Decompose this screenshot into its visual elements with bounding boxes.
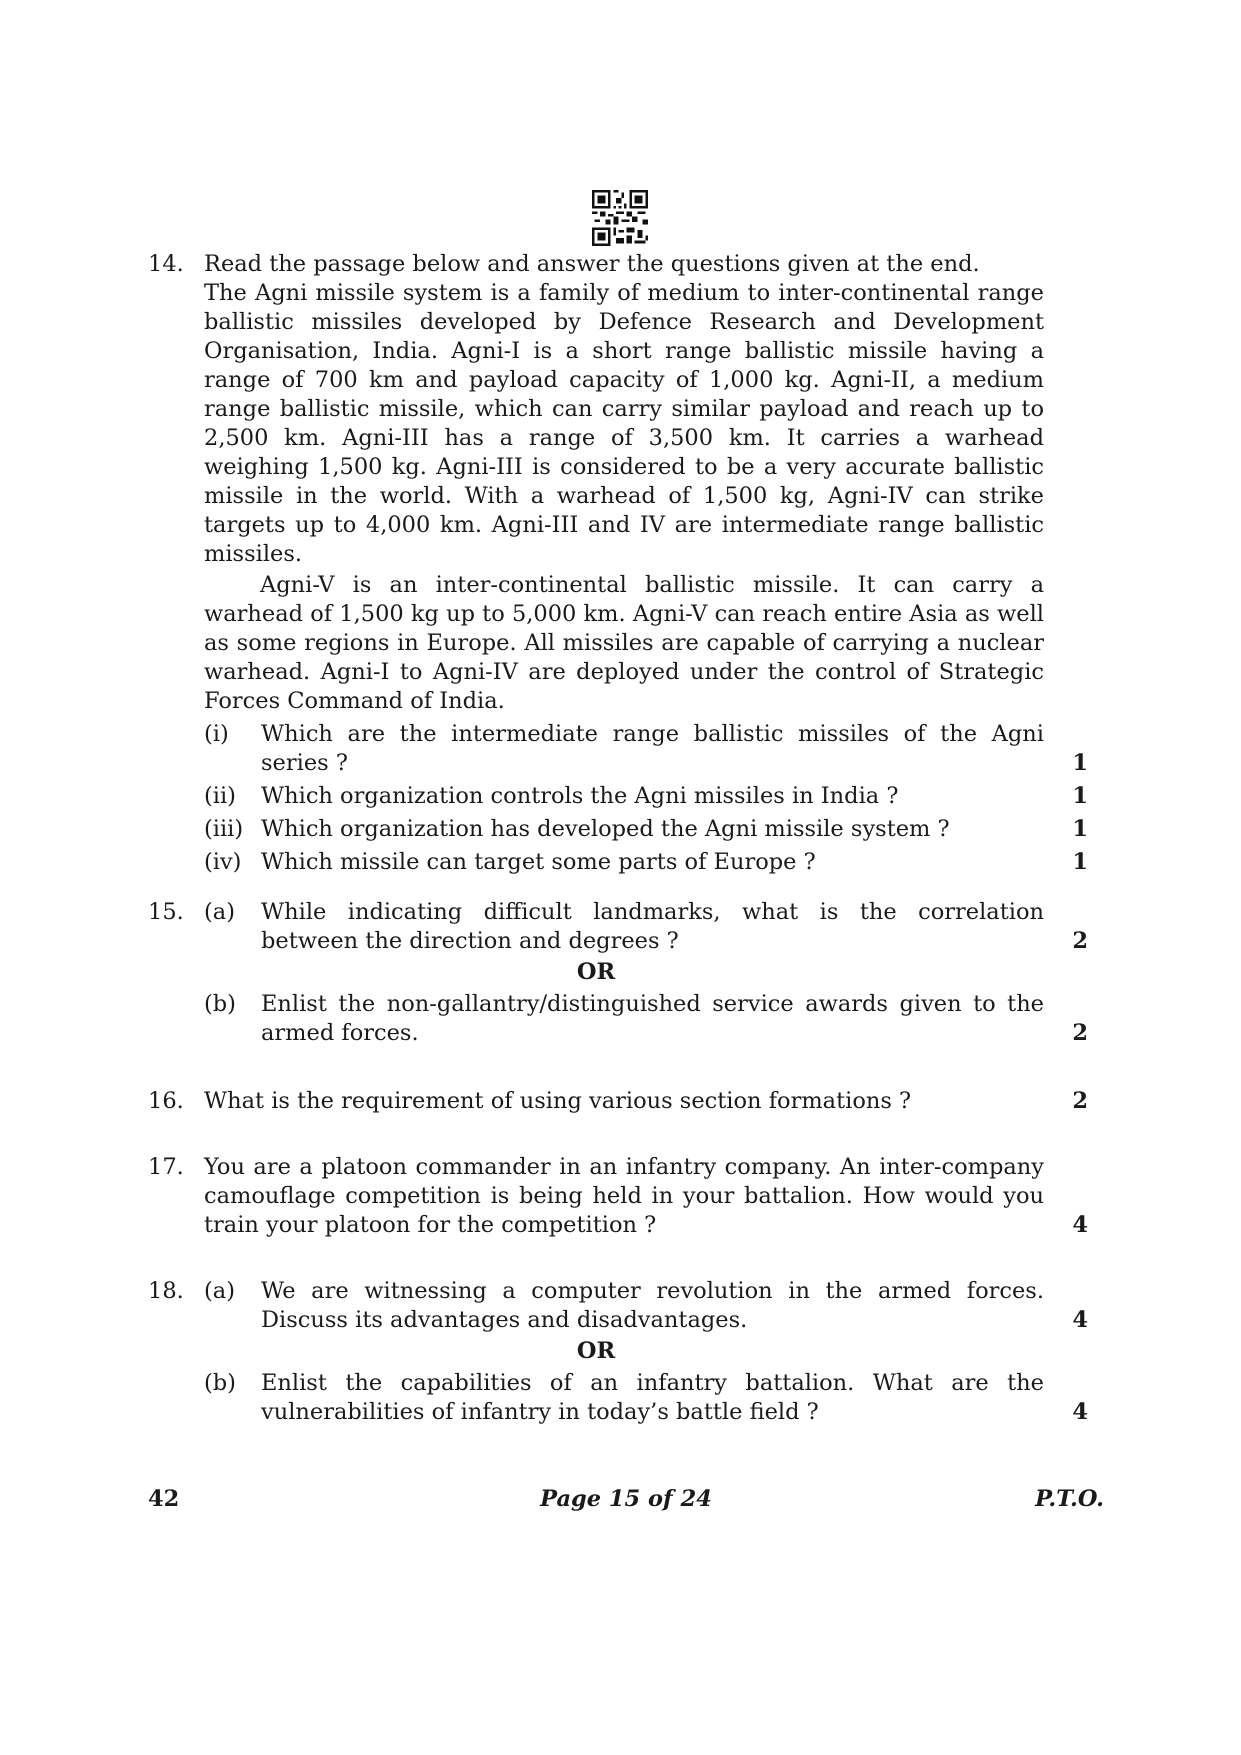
sub-question — [148, 848, 1088, 877]
passage-paragraph-1: The Agni missile system is a family of medium to inter-continental range ballistic missiles developed by Defence Research and Development Organisation, India. Agni-I is a short range ballistic missile having a range of 700 km and payload capacity of 1,000 kg. Agni-II, a medium range ballistic missile, which can carry similar payload and reach up to 2,500 km. Agni-III has a range of 3,500 km. It carries a warhead weighing 1,500 kg. Agni-III is considered to be a very accurate ballistic missile in the world. With a warhead of 1,500 kg, Agni-IV can strike targets up to 4,000 km. Agni-III and IV are intermediate range ballistic missiles. — [204, 280, 1044, 567]
question-15 — [148, 898, 1088, 1048]
marks: 2 — [1072, 928, 1088, 954]
question-number: 15. — [148, 899, 184, 925]
marks: 1 — [1072, 816, 1088, 842]
question-17 — [148, 1153, 1088, 1240]
marks: 2 — [1072, 1088, 1088, 1114]
question-14 — [148, 250, 1088, 877]
sub-question-label: (iv) — [204, 849, 242, 875]
question-number: 16. — [148, 1088, 184, 1114]
passage-paragraph-2: Agni-V is an inter-continental ballistic missile. It can carry a warhead of 1,500 kg up to 5,000 km. Agni-V can reach entire Asia as well as some regions in Europe. All missiles are capable of carrying a nuclear warhead. Agni-I to Agni-IV are deployed under the control of Strategic Forces Command of India. — [204, 572, 1044, 714]
option-label: (b) — [204, 991, 236, 1017]
option-text: Enlist the non-gallantry/distinguished service awards given to the armed forces. — [261, 991, 1044, 1046]
or-divider: OR — [576, 959, 616, 985]
question-text: You are a platoon commander in an infantry company. An inter-company camouflage competition is being held in your battalion. How would you train your platoon for the competition ? — [204, 1154, 1044, 1238]
sub-question — [148, 782, 1088, 811]
marks: 4 — [1072, 1307, 1088, 1333]
marks: 4 — [1072, 1399, 1088, 1425]
option-text: We are witnessing a computer revolution in the armed forces. Discuss its advantages and disadvantages. — [261, 1278, 1044, 1333]
question-text: What is the requirement of using various section formations ? — [204, 1088, 912, 1114]
marks: 1 — [1072, 783, 1088, 809]
option-b — [148, 1369, 1088, 1427]
question-number: 17. — [148, 1154, 184, 1180]
or-divider: OR — [576, 1338, 616, 1364]
qr-code — [592, 190, 648, 246]
option-text: While indicating difficult landmarks, what is the correlation between the direction and degrees ? — [261, 899, 1044, 954]
sub-question-label: (ii) — [204, 783, 236, 809]
option-text: Enlist the capabilities of an infantry battalion. What are the vulnerabilities of infantry in today’s battle field ? — [261, 1370, 1044, 1425]
sub-question — [148, 815, 1088, 844]
question-number: 18. — [148, 1278, 184, 1304]
question-18 — [148, 1277, 1088, 1427]
pto-label: P.T.O. — [1035, 1486, 1104, 1512]
option-b — [148, 990, 1088, 1048]
option-a — [148, 1277, 1088, 1335]
question-intro: Read the passage below and answer the questions given at the end. — [204, 251, 980, 277]
sub-question-label: (i) — [204, 721, 229, 747]
sub-question-text: Which are the intermediate range ballistic missiles of the Agni series ? — [261, 721, 1044, 776]
sub-question-text: Which organization controls the Agni missiles in India ? — [261, 783, 899, 809]
sub-question — [148, 720, 1088, 778]
sub-question-text: Which missile can target some parts of Europe ? — [261, 849, 816, 875]
question-16 — [148, 1087, 1088, 1116]
question-number: 14. — [148, 251, 184, 277]
option-label: (a) — [204, 899, 235, 925]
marks: 4 — [1072, 1212, 1088, 1238]
option-label: (b) — [204, 1370, 236, 1396]
option-a — [148, 898, 1088, 956]
sub-question-text: Which organization has developed the Agni missile system ? — [261, 816, 950, 842]
paper-code: 42 — [148, 1486, 180, 1512]
sub-question-label: (iii) — [204, 816, 244, 842]
marks: 1 — [1072, 849, 1088, 875]
marks: 2 — [1072, 1020, 1088, 1046]
option-label: (a) — [204, 1278, 235, 1304]
page-number: Page 15 of 24 — [540, 1486, 712, 1512]
marks: 1 — [1072, 750, 1088, 776]
